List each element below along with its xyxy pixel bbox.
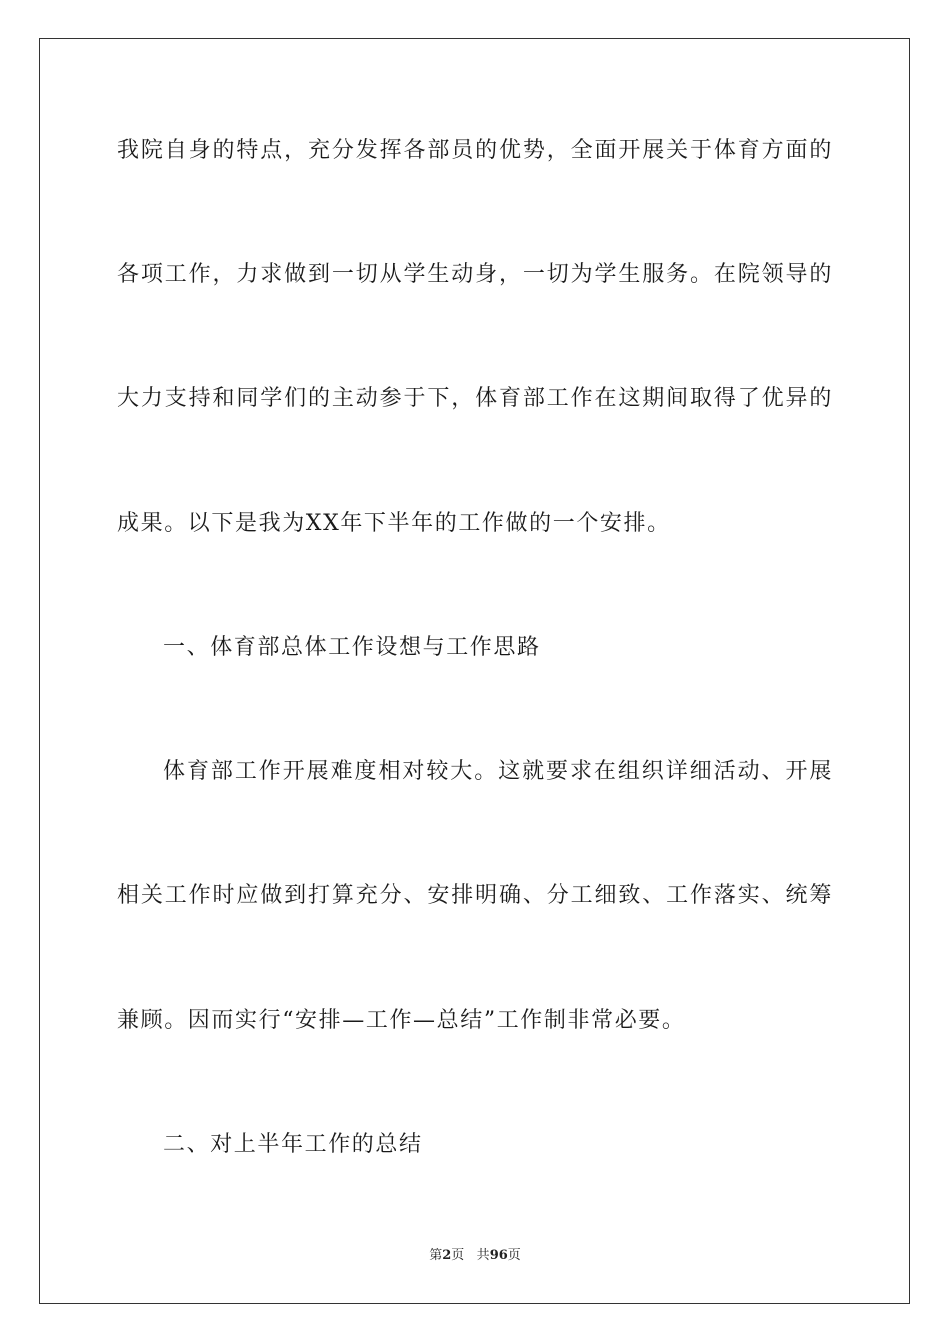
- footer-page-suffix: 页: [451, 1248, 465, 1263]
- footer-total-prefix: 共: [476, 1248, 490, 1263]
- body-line-8: 兼顾。因而实行“安排—工作—总结”工作制非常必要。: [117, 1008, 686, 1033]
- footer-total-pages: 96: [489, 1248, 508, 1263]
- body-line-4: 成果。以下是我为XX年下半年的工作做的一个安排。: [117, 511, 671, 536]
- page-border: [39, 38, 910, 1304]
- body-line-7: 相关工作时应做到打算充分、安排明确、分工细致、工作落实、统筹: [117, 883, 833, 908]
- body-line-2: 各项工作，力求做到一切从学生动身，一切为学生服务。在院领导的: [117, 262, 833, 287]
- footer-page-prefix: 第: [429, 1248, 443, 1263]
- section-heading-1: 一、体育部总体工作设想与工作思路: [163, 635, 541, 660]
- body-line-1: 我院自身的特点，充分发挥各部员的优势，全面开展关于体育方面的: [117, 138, 833, 163]
- footer-page-number: 2: [442, 1248, 452, 1263]
- footer-total-suffix: 页: [507, 1248, 521, 1263]
- page-footer: [0, 1247, 950, 1265]
- body-line-6: 体育部工作开展难度相对较大。这就要求在组织详细活动、开展: [163, 759, 833, 784]
- body-line-3: 大力支持和同学们的主动参于下，体育部工作在这期间取得了优异的: [117, 386, 833, 411]
- section-heading-2: 二、对上半年工作的总结: [163, 1132, 423, 1157]
